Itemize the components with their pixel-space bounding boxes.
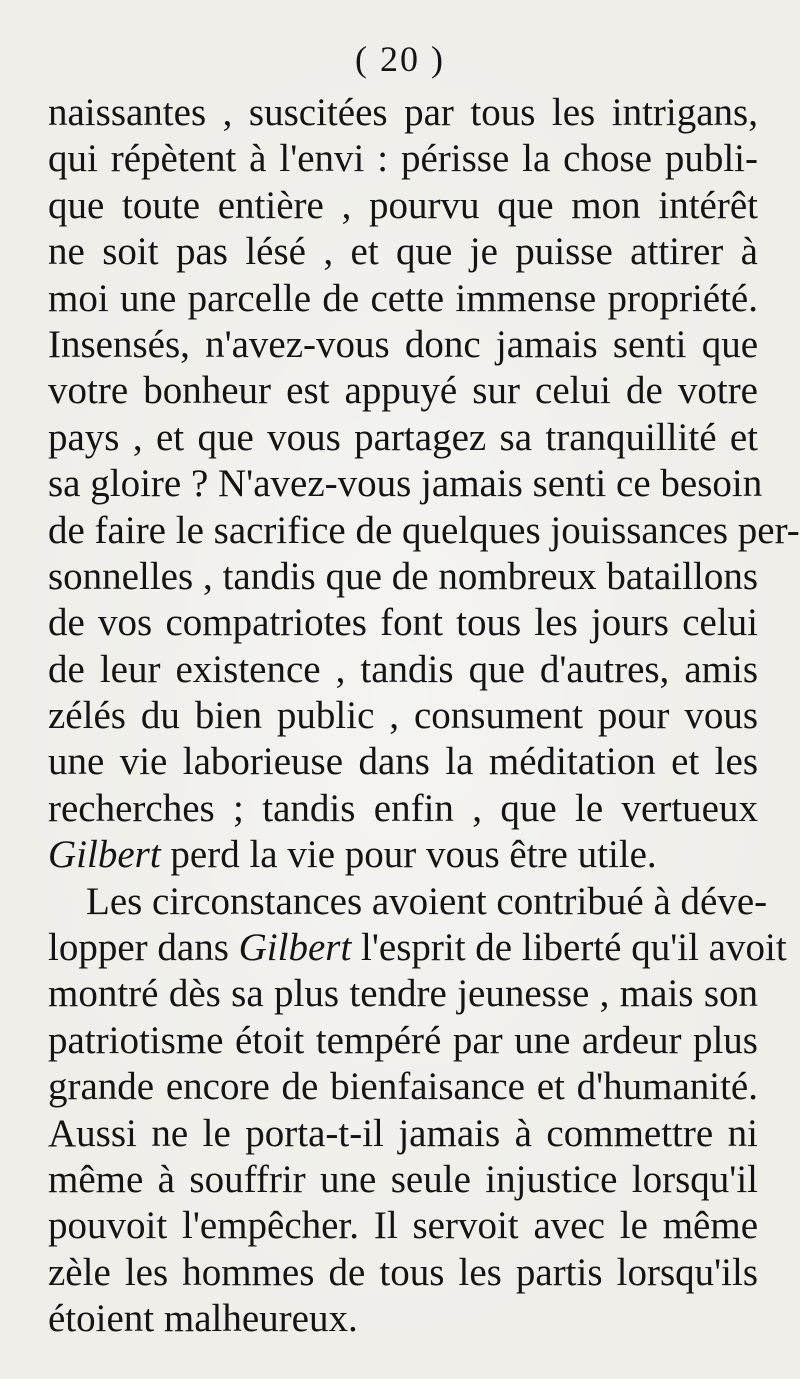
text-line: zélés du bien public , consument pour vous	[48, 694, 758, 738]
name-gilbert: Gilbert	[48, 833, 161, 877]
text-line: montré dès sa plus tendre jeunesse , mais son	[48, 972, 758, 1016]
text-line: qui répètent à l'envi : périsse la chose publi-	[48, 137, 758, 181]
body-text	[48, 90, 800, 1343]
text-line: pays , et que vous partagez sa tranquillité et	[48, 415, 758, 459]
text-line: Aussi ne le porta-t-il jamais à commettre ni	[48, 1111, 758, 1155]
text-line: votre bonheur est appuyé sur celui de votre	[48, 369, 758, 413]
text-line: sonnelles , tandis que de nombreux bataillons	[48, 554, 758, 598]
text-line: Gilbert perd la vie pour vous être utile.	[48, 833, 657, 877]
text-line: de faire le sacrifice de quelques jouissances per-	[48, 508, 800, 552]
text-line: recherches ; tandis enfin , que le vertueux	[48, 786, 758, 830]
text-line: moi une parcelle de cette immense propriété.	[48, 276, 758, 320]
text-line: ne soit pas lésé , et que je puisse attirer à	[48, 230, 758, 274]
text-line: zèle les hommes de tous les partis lorsqu'ils	[48, 1250, 758, 1294]
name-gilbert: Gilbert	[238, 926, 352, 970]
text-line: Insensés, n'avez-vous donc jamais senti que	[48, 322, 758, 366]
text-line: pouvoit l'empêcher. Il servoit avec le même	[48, 1204, 758, 1248]
text-line: que toute entière , pourvu que mon intérêt	[48, 183, 758, 227]
text-line: naissantes , suscitées par tous les intrigans,	[48, 91, 758, 134]
text-line: lopper dans Gilbert l'esprit de liberté qu'il avoit	[48, 926, 787, 970]
text-line: Les circonstances avoient contribué à déve-	[86, 879, 768, 923]
text-line: une vie laborieuse dans la méditation et les	[48, 740, 758, 784]
text-line: de vos compatriotes font tous les jours celui	[48, 601, 758, 645]
text-line: même à souffrir une seule injustice lorsqu'il	[48, 1157, 758, 1201]
text-line: sa gloire ? N'avez-vous jamais senti ce besoin	[48, 462, 763, 506]
text-line: étoient malheureux.	[48, 1297, 358, 1341]
text-line: de leur existence , tandis que d'autres, amis	[48, 647, 758, 691]
text-line: patriotisme étoit tempéré par une ardeur plus	[48, 1018, 758, 1062]
text-line: grande encore de bienfaisance et d'humanité.	[48, 1065, 758, 1109]
page-number: ( 20 )	[355, 39, 445, 79]
